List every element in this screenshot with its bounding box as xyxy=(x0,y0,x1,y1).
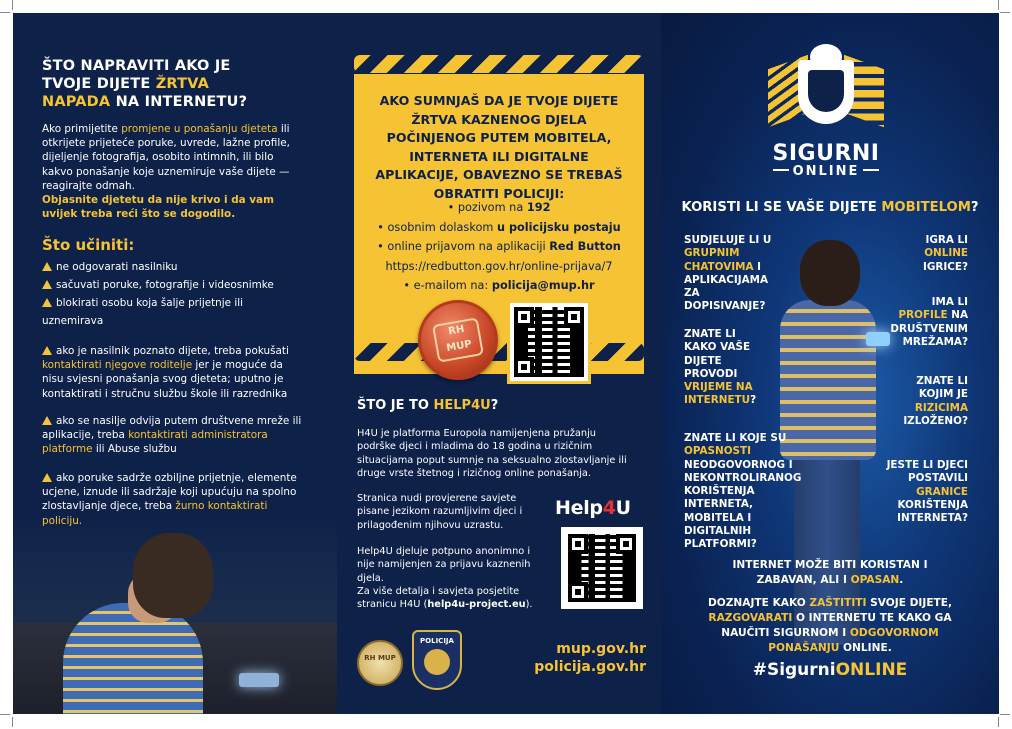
mup-logo: RH MUP xyxy=(357,640,403,686)
hazard-stripes-bottom xyxy=(354,343,644,361)
warning-icon xyxy=(42,473,52,482)
advice-platform: ako se nasilje odvija putem društvene mreže ili aplikacije, treba kontaktirati administratora platforme ili Abuse službu xyxy=(42,415,302,456)
contact-phone: • pozivom na 192 xyxy=(447,201,551,214)
crop-mark xyxy=(998,0,999,10)
report-heading: AKO SUMNJAŠ DA JE TVOJE DIJETE ŽRTVA KAZNENOG DJELA POČINJENOG PUTEM MOBITELA, INTERNETA ILI DIGITALNE APLIKACIJE, OBAVEZNO SE TREBAŠ OBRATITI POLICIJI: xyxy=(375,93,623,201)
help4u-heading: ŠTO JE TO HELP4U? xyxy=(357,398,499,413)
phone-glow xyxy=(866,332,890,346)
qr-finder xyxy=(568,534,588,554)
victim-heading: ŠTO NAPRAVITI AKO JE TVOJE DIJETE ŽRTVA NAPADA NA INTERNETU? xyxy=(42,58,248,110)
warning-icon xyxy=(42,416,52,425)
question-time-online: ZNATE LI KAKO VAŠE DIJETE PROVODI VRIJEME NA INTERNETU? xyxy=(684,328,757,407)
child-photo-body xyxy=(63,603,203,714)
hashtag: #SigurniONLINE xyxy=(752,660,908,680)
badge-label: RH MUP xyxy=(432,317,484,362)
internet-warning: INTERNET MOŽE BITI KORISTAN I ZABAVAN, ALI I OPASAN. xyxy=(732,559,928,586)
website-links xyxy=(520,640,646,676)
list-item: ne odgovarati nasilniku xyxy=(42,258,304,276)
what-to-do-heading: Što učiniti: xyxy=(42,236,135,254)
question-profiles: IMA LI PROFILE NA DRUŠTVENIM MREŽAMA? xyxy=(890,296,968,348)
steps-list xyxy=(42,258,304,330)
qr-finder xyxy=(616,534,636,554)
help4u-para-2: Stranica nudi provjerene savjete pisane jezikom razumljivim djeci i prilagođenim njihovu uzrastu. xyxy=(357,493,523,531)
red-button-badge xyxy=(418,300,498,380)
help4u-para-3: Help4U djeluje potpuno anonimno i nije namijenjen za prijavu kaznenih djela. xyxy=(357,546,531,584)
crop-mark xyxy=(0,714,10,715)
learn-how-text: DOZNAJTE KAKO ZAŠTITITI SVOJE DIJETE, RAZGOVARATI O INTERNETU TE KAKO GA NAUČITI SIGURNOM I ODGOVORNOM PONAŠANJU ONLINE. xyxy=(707,597,953,654)
question-risks: ZNATE LI KOJIM JE RIZICIMA IZLOŽENO? xyxy=(903,375,968,427)
list-item: blokirati osobu koja šalje prijetnje ili uznemirava xyxy=(42,297,244,327)
redbutton-link[interactable]: https://redbutton.gov.hr/online-prijava/7 xyxy=(385,259,613,273)
link-policija[interactable]: policija.gov.hr xyxy=(534,659,646,675)
crop-mark xyxy=(998,717,999,727)
qr-finder xyxy=(514,357,534,377)
crop-mark xyxy=(12,0,13,10)
main-question: KORISTI LI SE VAŠE DIJETE MOBITELOM? xyxy=(681,200,979,215)
qr-code-help4u[interactable] xyxy=(561,527,643,609)
crop-mark xyxy=(12,717,13,727)
question-group-chats: SUDJELUJE LI U GRUPNIM CHATOVIMA I APLIKACIJAMA ZA DOPISIVANJE? xyxy=(684,234,772,313)
question-online-games: IGRA LI ONLINE IGRICE? xyxy=(922,234,968,273)
brand-title: SIGURNI xyxy=(772,141,880,166)
advice-police: ako poruke sadrže ozbiljne prijetnje, elemente ucjene, iznude ili sadržaje koji upućuju na spolno zlostavljanje djece, treba žurno kontaktirati policiju. xyxy=(42,472,297,527)
help4u-para-4: Za više detalja i savjeta posjetite stranicu H4U (help4u-project.eu). xyxy=(357,586,533,611)
police-logo: POLICIJA xyxy=(412,630,462,690)
hazard-stripes-top xyxy=(354,55,644,73)
crop-mark xyxy=(0,12,10,13)
help4u-para-1: H4U je platforma Europola namijenjena pružanju podrške djeci i mladima do 18 godina u rizičnim situacijama poput sumnje na seksualno zlostavljanje ili druge vrste štetnog i rizičnog online ponašanja. xyxy=(357,428,627,480)
help4u-logo: Help4U xyxy=(555,497,631,519)
advice-parents: ako je nasilnik poznato dijete, treba pokušati kontaktirati njegove roditelje jer je moguće da nisu svjesni ponašanja svog djeteta; uputno je kontaktirati i stručnu službu škole ili razrednika xyxy=(42,345,289,400)
phone-glow xyxy=(239,673,279,687)
contact-redbutton: • online prijavom na aplikaciji Red Button xyxy=(377,240,621,253)
contact-email: • e-mailom na: policija@mup.hr xyxy=(403,279,595,292)
sigurni-online-logo xyxy=(768,44,884,144)
bold-note: Objasnite djetetu da nije krivo i da vam uvijek treba reći što se dogodilo. xyxy=(42,194,274,220)
warning-icon xyxy=(42,262,52,271)
crop-mark xyxy=(1000,714,1010,715)
list-item: sačuvati poruke, fotografije i videosnimke xyxy=(42,276,304,294)
police-emblem-icon xyxy=(424,649,450,675)
qr-finder xyxy=(564,307,584,327)
link-mup[interactable]: mup.gov.hr xyxy=(556,641,646,657)
wifi-icon xyxy=(808,70,844,112)
brand-subtitle: ONLINE xyxy=(761,164,891,179)
qr-finder xyxy=(568,582,588,602)
crop-mark xyxy=(1000,12,1010,13)
child-photo-head xyxy=(133,533,213,618)
qr-code-redbutton[interactable] xyxy=(507,300,591,384)
warning-icon xyxy=(42,346,52,355)
contact-list xyxy=(362,198,636,296)
warning-icon xyxy=(42,280,52,289)
child-head xyxy=(800,240,860,306)
qr-finder xyxy=(514,307,534,327)
contact-station: • osobnim dolaskom u policijsku postaju xyxy=(377,220,621,234)
victim-intro: Ako primijetite promjene u ponašanju djeteta ili otkrijete prijeteće poruke, uvrede, lažne profile, dijeljenje fotografija, osobito intimnih, ili bilo kakvo ponašanje koje uznemiruje vaše dijete — reagirajte odmah. xyxy=(42,123,290,192)
question-dangers: ZNATE LI KOJE SU OPASNOSTI NEODGOVORNOG I NEKONTROLIRANOG KORIŠTENJA INTERNETA, MOBITELA I DIGITALNIH PLATFORMI? xyxy=(684,432,802,551)
question-limits: JESTE LI DJECI POSTAVILI GRANICE KORIŠTENJA INTERNETA? xyxy=(886,459,968,525)
warning-icon xyxy=(42,298,52,307)
child-head-icon xyxy=(810,44,842,70)
